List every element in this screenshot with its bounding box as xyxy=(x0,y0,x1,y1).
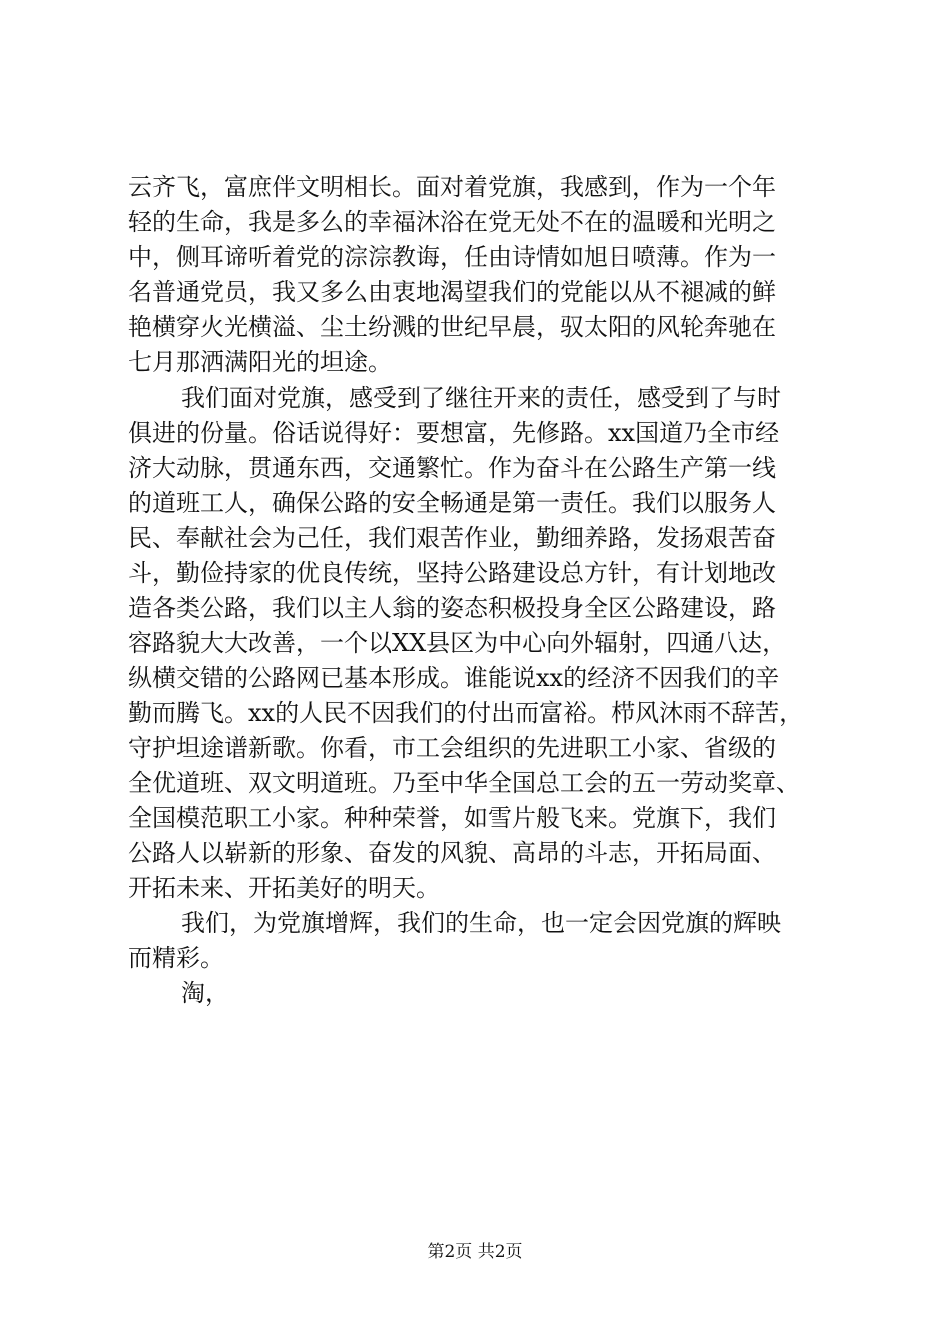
text-line: 而精彩。 xyxy=(128,944,224,972)
text-line: 纵横交错的公路网已基本形成。谁能说xx的经济不因我们的辛 xyxy=(128,664,780,692)
text-line: 济大动脉，贯通东西，交通繁忙。作为奋斗在公路生产第一线 xyxy=(128,454,776,482)
text-line: 全国模范职工小家。种种荣誉，如雪片般飞来。党旗下，我们 xyxy=(128,804,776,832)
text-line: 勤而腾飞。xx的人民不因我们的付出而富裕。栉风沐雨不辞苦， xyxy=(128,699,804,727)
text-line: 淘， xyxy=(181,979,229,1007)
text-line: 容路貌大大改善，一个以XX县区为中心向外辐射，四通八达， xyxy=(128,629,787,657)
text-line: 斗，勤俭持家的优良传统，坚持公路建设总方针，有计划地改 xyxy=(128,559,776,587)
text-line: 七月那洒满阳光的坦途。 xyxy=(128,348,392,376)
text-line: 造各类公路，我们以主人翁的姿态积极投身全区公路建设，路 xyxy=(128,594,776,622)
text-line: 名普通党员，我又多么由衷地渴望我们的党能以从不褪减的鲜 xyxy=(128,278,776,306)
text-line: 俱进的份量。俗话说得好：要想富，先修路。xx国道乃全市经 xyxy=(128,419,780,447)
text-line: 我们面对党旗，感受到了继往开来的责任，感受到了与时 xyxy=(181,384,781,412)
text-line: 中，侧耳谛听着党的淙淙教诲，任由诗情如旭日喷薄。作为一 xyxy=(128,243,776,271)
text-line: 云齐飞，富庶伴文明相长。面对着党旗，我感到，作为一个年 xyxy=(128,173,776,201)
text-line: 守护坦途谱新歌。你看，市工会组织的先进职工小家、省级的 xyxy=(128,734,776,762)
text-line: 公路人以崭新的形象、奋发的风貌、高昂的斗志，开拓局面、 xyxy=(128,839,776,867)
page-number-footer: 第2页 共2页 xyxy=(427,1242,523,1262)
text-line: 轻的生命，我是多么的幸福沐浴在党无处不在的温暖和光明之 xyxy=(128,208,776,236)
text-line: 的道班工人，确保公路的安全畅通是第一责任。我们以服务人 xyxy=(128,489,776,517)
text-line: 艳横穿火光横溢、尘土纷溅的世纪早晨，驭太阳的风轮奔驰在 xyxy=(128,313,776,341)
text-line: 我们，为党旗增辉，我们的生命，也一定会因党旗的辉映 xyxy=(181,909,781,937)
text-line: 开拓未来、开拓美好的明天。 xyxy=(128,874,440,902)
text-line: 全优道班、双文明道班。乃至中华全国总工会的五一劳动奖章、 xyxy=(128,769,800,797)
text-line: 民、奉献社会为己任，我们艰苦作业，勤细养路，发扬艰苦奋 xyxy=(128,524,776,552)
